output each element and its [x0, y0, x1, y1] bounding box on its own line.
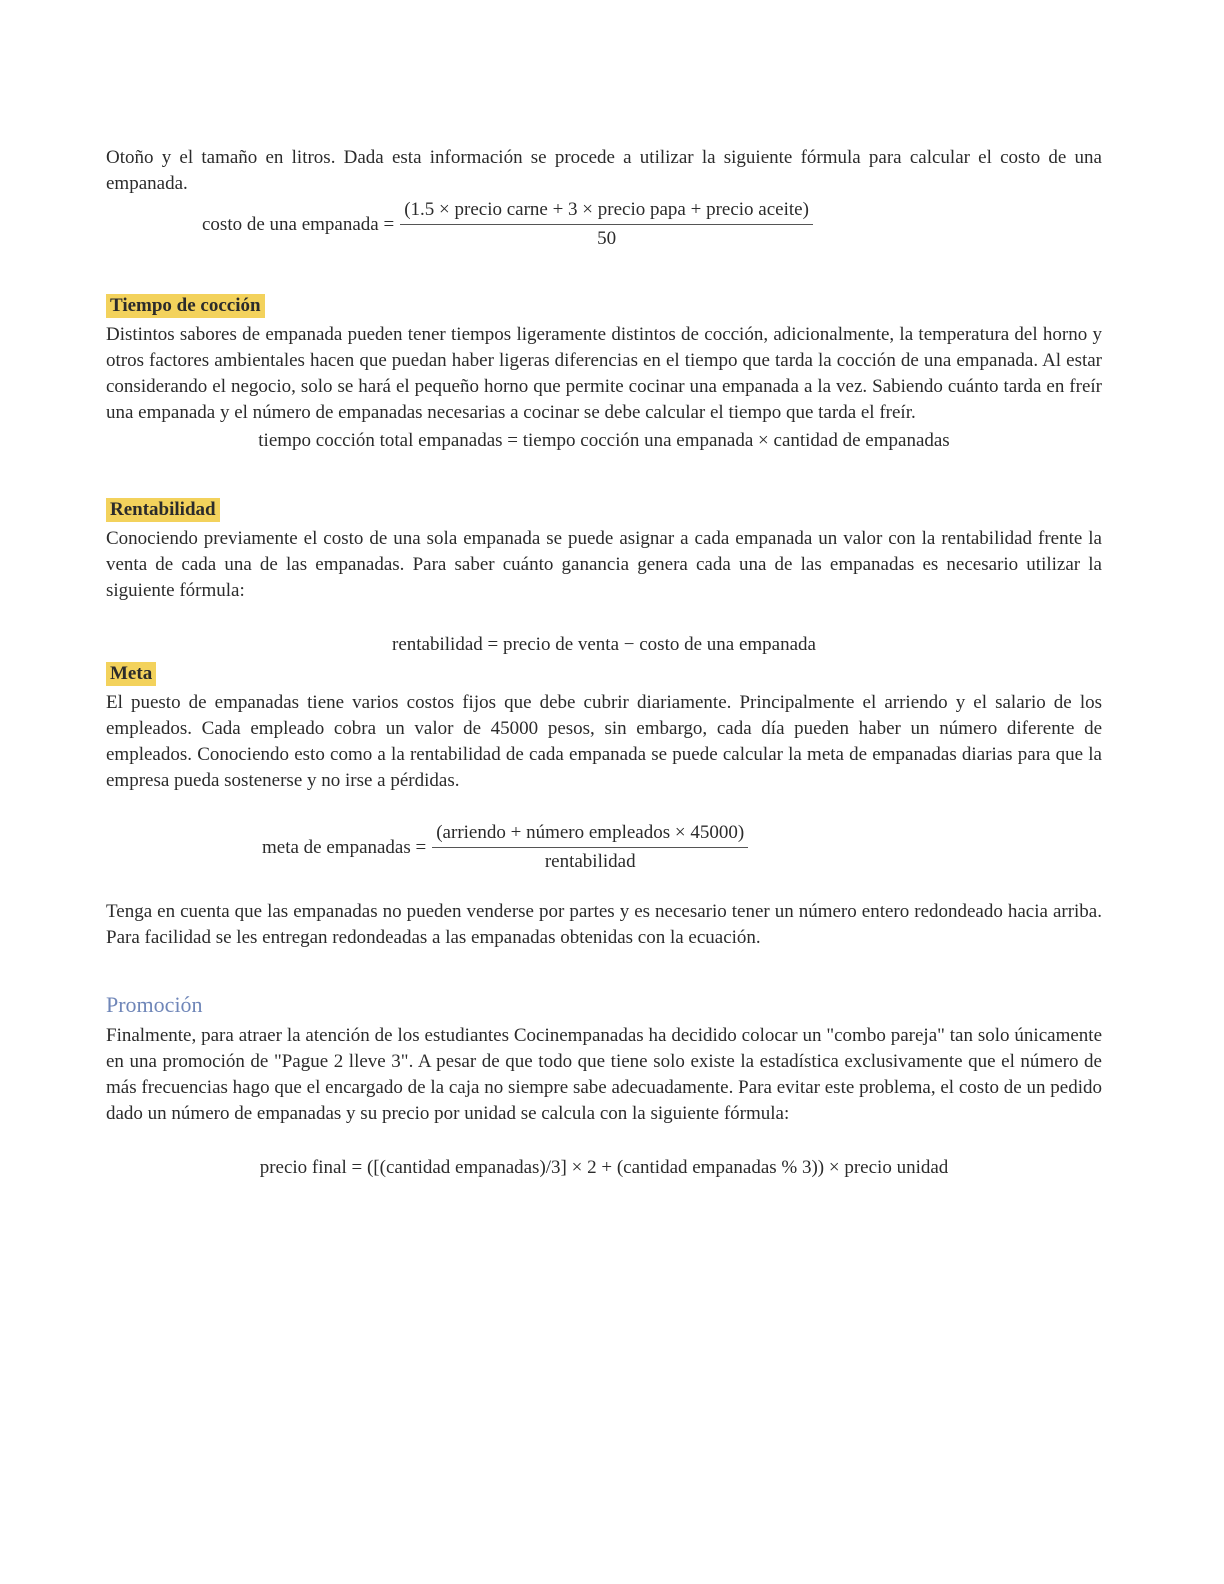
section-promocion	[106, 991, 1102, 1181]
intro-paragraph: Otoño y el tamaño en litros. Dada esta información se procede a utilizar la siguiente fórmula para calcular el costo de una empanada.	[106, 147, 1102, 194]
formula-costo-denominator: 50	[597, 228, 617, 249]
formula-meta	[262, 822, 1102, 873]
formula-meta-fraction	[432, 822, 748, 873]
rentabilidad-paragraph: Conociendo previamente el costo de una sola empanada se puede asignar a cada empanada un valor con la rentabilidad frente la venta de cada una de las empanadas. Para saber cuánto ganancia genera cada una de las empanadas es necesario utilizar la siguiente fórmula:	[106, 528, 1102, 601]
formula-promocion: precio final = ([(cantidad empanadas)/3] × 2 + (cantidad empanadas % 3)) × precio unidad	[259, 1157, 949, 1178]
tiempo-paragraph: Distintos sabores de empanada pueden tener tiempos ligeramente distintos de cocción, adicionalmente, la temperatura del horno y otros factores ambientales hacen que puedan haber ligeras diferencias en el tiempo que tarda la cocción de una empanada. Al estar considerando el negocio, solo se hará el pequeño horno que permite cocinar una empanada a la vez. Sabiendo cuánto tarda en freír una empanada y el número de empanadas necesarias a cocinar se debe calcular el tiempo que tarda el freír.	[106, 324, 1102, 423]
formula-costo-numerator: (1.5 × precio carne + 3 × precio papa + precio aceite)	[400, 199, 813, 225]
formula-tiempo: tiempo cocción total empanadas = tiempo cocción una empanada × cantidad de empanadas	[258, 430, 950, 451]
promocion-paragraph: Finalmente, para atraer la atención de los estudiantes Cocinempanadas ha decidido colocar un "combo pareja" tan solo únicamente en una promoción de "Pague 2 lleve 3". A pesar de que todo que tiene solo existe la estadística exclusivamente que el número de más frecuencias hago que el encargado de la caja no siempre sabe adecuadamente. Para evitar este problema, el costo de un pedido dado un número de empanadas y su precio por unidad se calcula con la siguiente fórmula:	[106, 1025, 1102, 1124]
formula-meta-denominator: rentabilidad	[544, 851, 636, 872]
meta-paragraph: El puesto de empanadas tiene varios costos fijos que debe cubrir diariamente. Principalmente el arriendo y el salario de los empleados. Cada empleado cobra un valor de 45000 pesos, sin embargo, cada día pueden haber un número diferente de empleados. Conociendo esto como a la rentabilidad de cada empanada se puede calcular la meta de empanadas diarias para que la empresa pueda sostenerse y no irse a pérdidas.	[106, 692, 1102, 791]
formula-rentabilidad: rentabilidad = precio de venta − costo de una empanada	[392, 634, 816, 655]
heading-tiempo: Tiempo de cocción	[106, 294, 265, 318]
formula-costo-lhs: costo de una empanada =	[202, 213, 395, 235]
heading-meta: Meta	[106, 662, 156, 686]
formula-meta-numerator: (arriendo + número empleados × 45000)	[432, 822, 748, 848]
section-rentabilidad	[106, 498, 1102, 658]
document-content	[106, 145, 1102, 1181]
formula-costo-fraction	[400, 199, 813, 250]
heading-rentabilidad: Rentabilidad	[106, 498, 220, 522]
heading-promocion: Promoción	[106, 992, 203, 1017]
section-tiempo	[106, 294, 1102, 454]
formula-costo	[202, 199, 1102, 250]
meta-note: Tenga en cuenta que las empanadas no pueden venderse por partes y es necesario tener un número entero redondeado hacia arriba. Para facilidad se les entregan redondeadas a las empanadas obtenidas con la ecuación.	[106, 901, 1102, 948]
formula-meta-lhs: meta de empanadas =	[262, 836, 427, 858]
section-meta	[106, 662, 1102, 951]
